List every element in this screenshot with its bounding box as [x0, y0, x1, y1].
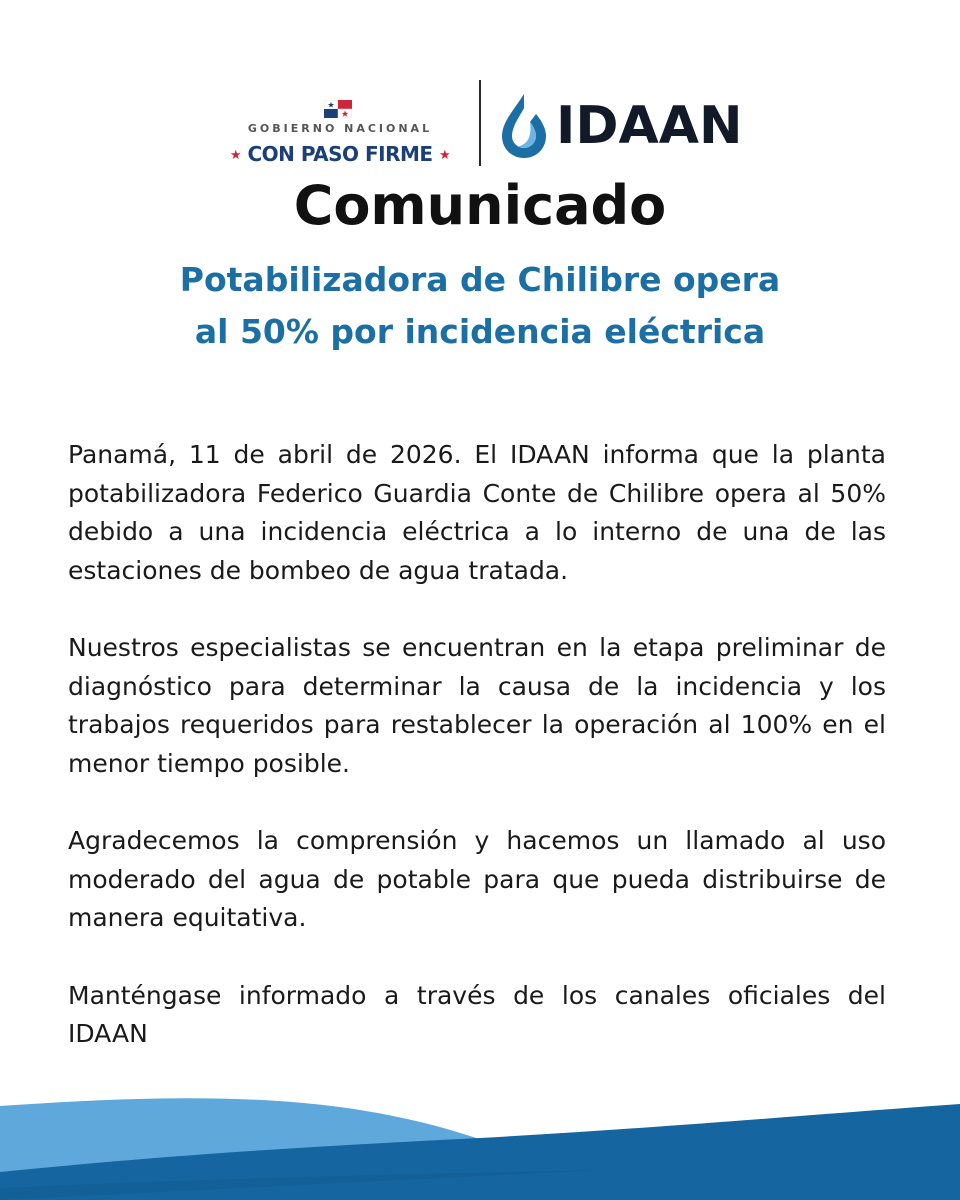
idaan-wordmark: IDAAN	[556, 96, 743, 156]
red-star-icon: ★	[229, 148, 241, 163]
subtitle-line-1: Potabilizadora de Chilibre opera	[179, 260, 781, 299]
subtitle	[0, 254, 960, 358]
paragraph-1: Panamá, 11 de abril de 2026. El IDAAN informa que la planta potabilizadora Federico Guardia Conte de Chilibre opera al 50% debido a una incidencia eléctrica a lo interno de una de las estaciones de bombeo de agua tratada.	[68, 440, 886, 585]
logo-divider	[479, 80, 481, 166]
paragraph-3: Agradecemos la comprensión y hacemos un llamado al uso moderado del agua de potable para que pueda distribuirse de manera equitativa.	[68, 826, 886, 932]
red-star-icon: ★	[439, 148, 451, 163]
gobierno-nacional-logo	[216, 88, 464, 168]
con-paso-firme-label: CON PASO FIRME	[247, 142, 433, 166]
paragraph-4: Manténgase informado a través de los canales oficiales del IDAAN	[68, 980, 886, 1048]
water-drop-icon	[496, 92, 552, 160]
footer-wave	[0, 1092, 960, 1200]
paragraph-2: Nuestros especialistas se encuentran en la etapa preliminar de diagnóstico para determinar la causa de la incidencia y los trabajos requeridos para restablecer la operación al 100% en el menor tiempo posible.	[68, 633, 886, 778]
header	[0, 78, 960, 170]
subtitle-line-2: al 50% por incidencia eléctrica	[194, 312, 766, 351]
gobierno-nacional-text: GOBIERNO NACIONAL	[247, 122, 433, 135]
page-title: Comunicado	[293, 174, 667, 237]
statement-body	[68, 436, 886, 1054]
panama-flag-icon	[324, 100, 352, 118]
con-paso-firme-text	[216, 142, 464, 166]
